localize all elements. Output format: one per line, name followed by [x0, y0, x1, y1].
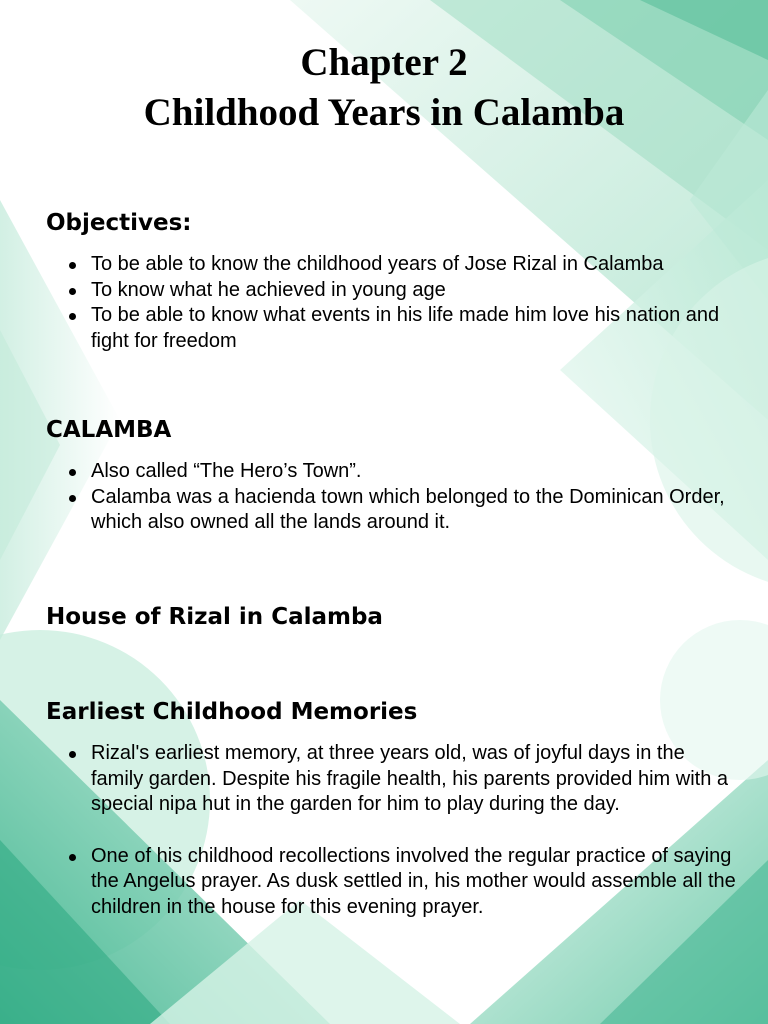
chapter-number: Chapter 2: [300, 41, 468, 84]
calamba-heading: CALAMBA: [46, 417, 172, 443]
memories-list: [46, 741, 736, 920]
list-item: Also called “The Hero’s Town”.: [46, 459, 736, 485]
list-item: To know what he achieved in young age: [46, 278, 736, 304]
page-title: [0, 38, 768, 138]
objectives-heading: Objectives:: [46, 210, 192, 236]
chapter-title: Childhood Years in Calamba: [143, 91, 625, 134]
list-item: Calamba was a hacienda town which belonged to the Dominican Order, which also owned all the lands around it.: [46, 485, 736, 536]
house-heading: House of Rizal in Calamba: [46, 604, 383, 630]
list-item: To be able to know the childhood years of Jose Rizal in Calamba: [46, 252, 736, 278]
calamba-list: [46, 459, 736, 536]
list-item: To be able to know what events in his life made him love his nation and fight for freedom: [46, 303, 736, 354]
list-item: One of his childhood recollections involved the regular practice of saying the Angelus prayer. As dusk settled in, his mother would assemble all the children in the house for this evening prayer.: [46, 844, 736, 921]
list-item: Rizal's earliest memory, at three years old, was of joyful days in the family garden. Despite his fragile health, his parents provided him with a special nipa hut in the garden for him to play during the day.: [46, 741, 736, 818]
objectives-list: [46, 252, 736, 354]
memories-heading: Earliest Childhood Memories: [46, 699, 418, 725]
